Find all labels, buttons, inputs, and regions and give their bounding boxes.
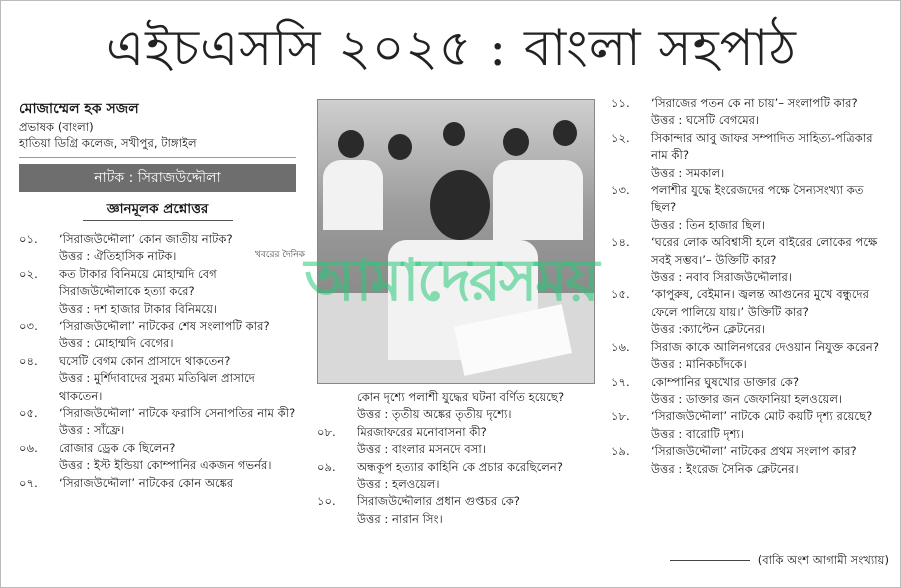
qa-item: [317, 424, 595, 459]
qa-number: ১২.: [611, 130, 630, 145]
qa-item: [611, 130, 889, 182]
topic-banner: নাটক : সিরাজউদ্দৌলা: [19, 164, 296, 192]
qa-answer: উত্তর : মোহাম্মদি বেগের।: [59, 336, 174, 351]
column-1: [19, 99, 296, 492]
qa-item: [611, 286, 889, 338]
qa-number: ১৪.: [611, 235, 630, 250]
qa-item: [611, 182, 889, 234]
qa-number: ১১.: [611, 96, 630, 110]
qa-number: ১৮.: [611, 409, 630, 424]
qa-item: [611, 339, 889, 374]
author-institution: হাতিয়া ডিগ্রি কলেজ, সখীপুর, টাঙ্গাইল: [19, 136, 197, 150]
section-title: জ্ঞানমূলক প্রশ্নোত্তর: [106, 201, 209, 217]
qa-question: ‘সিরাজউদ্দৌলা’ নাটকের প্রথম সংলাপ কার?: [651, 444, 857, 459]
qa-item: [19, 353, 296, 405]
qa-answer: উত্তর : সমকাল।: [651, 165, 725, 180]
qa-number: ১৬.: [611, 339, 630, 354]
continued-note: [613, 552, 889, 569]
author-name: মোজাম্মেল হক সজল: [19, 101, 139, 117]
qa-question: পলাশীর যুদ্ধে ইংরেজদের পক্ষে সৈন্যসংখ্যা কত ছিল?: [651, 183, 864, 215]
qa-answer: উত্তর : মানিকচাঁদকে।: [651, 357, 747, 372]
qa-item: [611, 408, 889, 443]
qa-answer: উত্তর : ইস্ট ইন্ডিয়া কোম্পানির একজন গভর্নর।: [59, 458, 272, 473]
qa-item: [611, 234, 889, 286]
qa-answer: উত্তর : ঘসেটি বেগমের।: [651, 113, 760, 128]
qa-question: ‘সিরাজউদ্দৌলা’ নাটকে মোট কয়টি দৃশ্য রয়েছে?: [651, 409, 873, 424]
qa-answer: উত্তর : নবাব সিরাজউদ্দৌলার।: [651, 270, 793, 285]
continued-note-text: (বাকি অংশ আগামী সংখ্যায়): [757, 553, 889, 567]
qa-answer: উত্তর : তিন হাজার ছিল।: [651, 217, 765, 232]
qa-answer: উত্তর : ঐতিহাসিক নাটক।: [59, 249, 177, 264]
qa-item: [19, 475, 296, 492]
qa-question: মিরজাফরের মনোবাসনা কী?: [357, 424, 487, 439]
qa-list: [317, 389, 595, 528]
qa-answer: উত্তর : নারান সিং।: [357, 511, 443, 526]
qa-number: ০৮.: [317, 424, 336, 439]
qa-question: অন্ধকূপ হত্যার কাহিনি কে প্রচার করেছিলেন?: [357, 459, 563, 474]
divider: [670, 560, 750, 561]
qa-question: ‘সিরাজউদ্দৌলা’ কোন জাতীয় নাটক?: [59, 232, 233, 246]
qa-number: ০৩.: [19, 319, 38, 334]
qa-question: ‘সিরাজউদ্দৌলা’ নাটকে ফরাসি সেনাপতির নাম কী?: [59, 406, 296, 421]
qa-question: কোন দৃশ্যে পলাশী যুদ্ধের ঘটনা বর্ণিত হয়েছে?: [357, 390, 565, 404]
qa-item: [19, 440, 296, 475]
qa-number: ০১.: [19, 232, 38, 246]
qa-item: [317, 459, 595, 494]
watermark: আমাদেরসময়: [304, 246, 598, 314]
qa-question: কোম্পানির ঘুষখোর ডাক্তার কে?: [651, 374, 800, 389]
qa-item: [611, 443, 889, 478]
qa-number: ১০.: [317, 494, 336, 509]
masthead-title: এইচএসসি ২০২৫ : বাংলা সহপাঠ: [106, 19, 797, 77]
qa-item: [19, 318, 296, 353]
qa-answer: উত্তর : সাঁফ্রে।: [59, 423, 125, 438]
qa-number: ১৭.: [611, 374, 630, 389]
qa-answer: উত্তর : দশ হাজার টাকার বিনিময়ে।: [59, 301, 218, 316]
qa-question: কত টাকার বিনিময়ে মোহাম্মদি বেগ সিরাজউদ্দৌলাকে হত্যা করে?: [59, 266, 217, 299]
qa-question: ‘সিরাজউদ্দৌলা’ নাটকের কোন অঙ্কের: [59, 475, 234, 490]
qa-list: [19, 231, 296, 492]
qa-answer: উত্তর : ডাক্তার জন জেফানিয়া হলওয়েল।: [651, 391, 843, 406]
column-3: [611, 95, 889, 478]
qa-number: ০৪.: [19, 353, 38, 368]
author-designation: প্রভাষক (বাংলা): [19, 120, 94, 134]
qa-answer: উত্তর :ক্যাপ্টেন ক্লেটনের।: [651, 322, 766, 337]
section-divider: [83, 220, 233, 221]
qa-question: ‘কাপুরুষ, বেইমান। জ্বলন্ত আগুনের মুখে বন্ধুদের ফেলে পালিয়ে যায়।’ উক্তিটি কার?: [651, 287, 869, 319]
qa-item: [611, 95, 889, 130]
qa-number: ০২.: [19, 266, 38, 281]
qa-list: [611, 95, 889, 478]
qa-question: ‘সিরাজের পতন কে না চায়’– সংলাপটি কার?: [651, 96, 858, 110]
qa-number: ০৬.: [19, 440, 38, 455]
qa-number: ১৫.: [611, 287, 630, 302]
column-2: [317, 389, 595, 528]
watermark-tagline: খবরের দৈনিক: [255, 250, 305, 260]
qa-answer: উত্তর : ইংরেজ সৈনিক ক্লেটনের।: [651, 461, 799, 476]
qa-number: ১৯.: [611, 444, 630, 459]
qa-answer: উত্তর : বারোটি দৃশ্য।: [651, 426, 744, 441]
qa-item: [317, 389, 595, 424]
qa-number: ০৭.: [19, 475, 38, 490]
divider: [19, 157, 296, 158]
qa-question: ঘসেটি বেগম কোন প্রাসাদে থাকতেন?: [59, 353, 231, 368]
qa-item: [19, 266, 296, 318]
qa-item: [611, 374, 889, 409]
qa-question: ‘ঘরের লোক অবিশ্বাসী হলে বাইরের লোকের পক্ষে সবই সম্ভব।’– উক্তিটি কার?: [651, 235, 878, 267]
qa-question: রোজার ড্রেক কে ছিলেন?: [59, 440, 176, 455]
qa-answer: উত্তর : মুর্শিদাবাদের সুরম্য মতিঝিল প্রাসাদে থাকতেন।: [59, 371, 255, 403]
qa-answer: উত্তর : বাংলার মসনদে বসা।: [357, 442, 486, 457]
qa-item: [317, 493, 595, 528]
qa-answer: উত্তর : হলওয়েল।: [357, 477, 440, 492]
qa-number: ১৩.: [611, 183, 630, 198]
qa-number: ০৫.: [19, 406, 38, 421]
qa-question: সিরাজউদ্দৌলার প্রধান গুপ্তচর কে?: [357, 494, 520, 509]
qa-question: সিকান্দার আবু জাফর সম্পাদিত সাহিত্য-পত্রিকার নাম কী?: [651, 130, 873, 163]
qa-question: ‘সিরাজউদ্দৌলা’ নাটকের শেষ সংলাপটি কার?: [59, 319, 270, 334]
qa-number: ০৯.: [317, 459, 336, 474]
qa-item: [19, 405, 296, 440]
qa-answer: উত্তর : তৃতীয় অঙ্কের তৃতীয় দৃশ্যে।: [357, 407, 512, 422]
students-exam-photo: [317, 99, 595, 384]
qa-question: সিরাজ কাকে আলিনগরের দেওয়ান নিযুক্ত করেন?: [651, 339, 880, 354]
